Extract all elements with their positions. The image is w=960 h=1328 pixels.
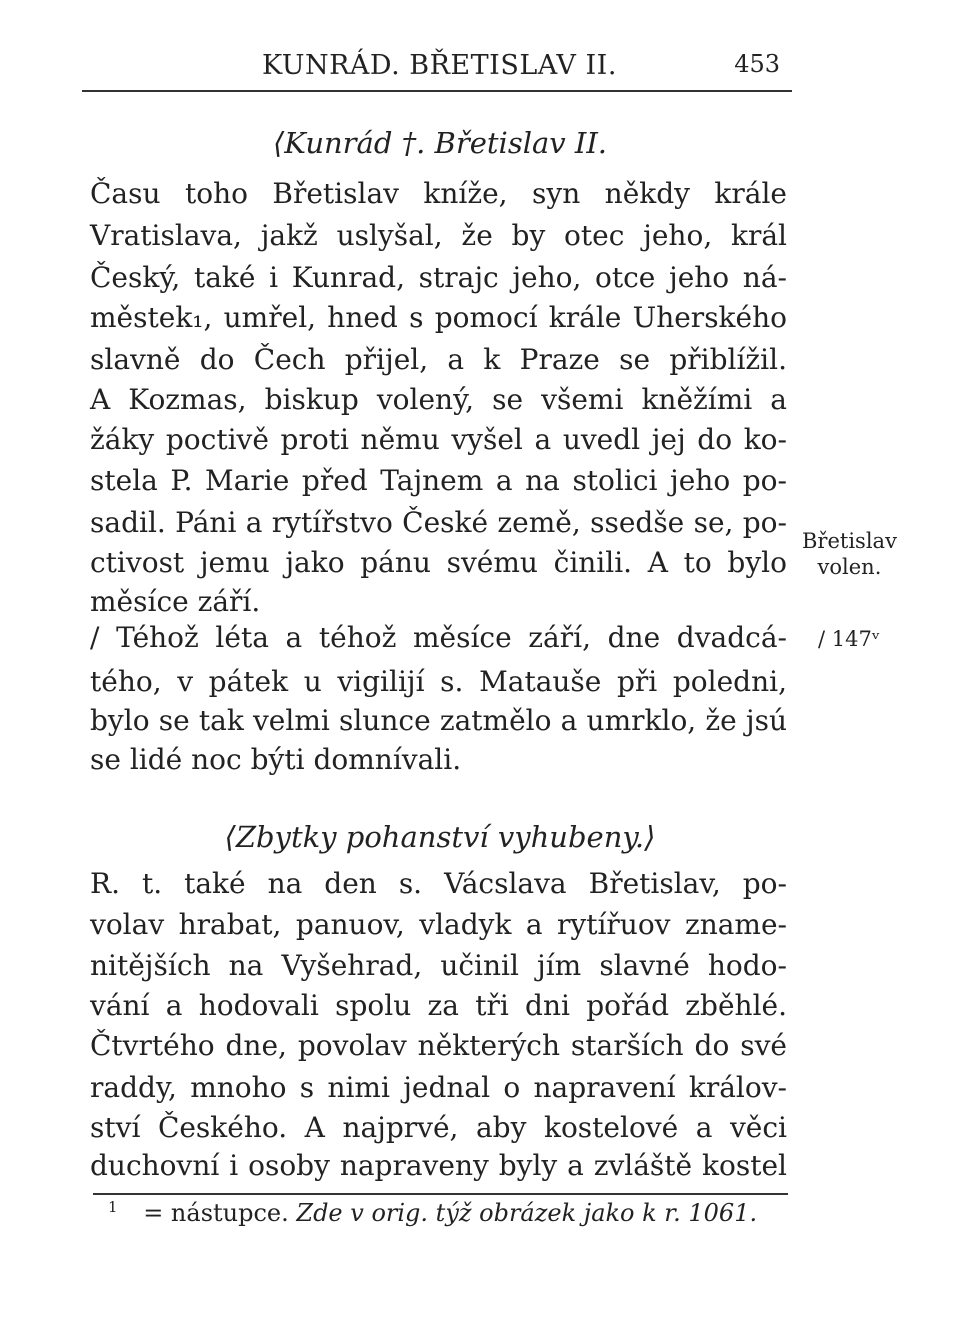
text-line: bylo se tak velmi slunce zatmělo a umrklo, že jsú <box>90 704 787 737</box>
text-line: ctivost jemu jako pánu svému činili. A to bylo <box>90 546 787 579</box>
text-line: Vratislava, jakž uslyšal, že by otec jeho, král <box>90 219 787 252</box>
footnote-mark: 1 <box>108 1198 118 1216</box>
text-line: stela P. Marie před Tajnem a na stolici jeho po- <box>90 464 787 497</box>
text-line: měsíce září. <box>90 585 261 618</box>
margin-note-line: Břetislav <box>802 529 897 553</box>
text-line: sadil. Páni a rytířstvo České země, ssedše se, po- <box>90 506 787 539</box>
running-title: KUNRÁD. BŘETISLAV II. <box>262 50 617 81</box>
text-line: Času toho Břetislav kníže, syn někdy krále <box>90 177 787 210</box>
folio-marker: / 147ᵛ <box>818 627 880 651</box>
text-line: A Kozmas, biskup volený, se všemi kněžími a <box>90 383 787 416</box>
running-header <box>82 40 792 92</box>
text-line: se lidé noc býti domnívali. <box>90 743 462 776</box>
text-line: Čtvrtého dne, povolav některých starších do své <box>90 1029 787 1062</box>
section-heading-zbytky: ⟨Zbytky pohanství vyhubeny.⟩ <box>224 820 656 854</box>
text-line: volav hrabat, panuov, vladyk a rytířuov zname- <box>90 908 787 941</box>
text-line: raddy, mnoho s nimi jednal o napravení králov- <box>90 1071 787 1104</box>
footnote <box>108 1198 757 1227</box>
text-line: ství Českého. A najprvé, aby kostelové a věci <box>90 1111 787 1144</box>
margin-note-line: volen. <box>817 555 882 579</box>
text-line: žáky poctivě proti němu vyšel a uvedl jej do ko- <box>90 423 787 456</box>
text-line: duchovní i osoby napraveny byly a zvláště kostel <box>90 1149 787 1182</box>
footnote-divider <box>93 1193 788 1195</box>
footnote-italic-text: Zde v orig. týž obrázek jako k r. 1061. <box>296 1199 758 1227</box>
margin-note <box>802 528 897 580</box>
text-line: vání a hodovali spolu za tři dni pořád zběhlé. <box>90 989 787 1022</box>
text-line: R. t. také na den s. Vácslava Břetislav, po- <box>90 867 787 900</box>
text-line: slavně do Čech přijel, a k Praze se přiblížil. <box>90 343 787 376</box>
text-line: / Téhož léta a téhož měsíce září, dne dvadcá- <box>90 621 787 654</box>
text-line: tého, v pátek u vigilijí s. Matauše při poledni, <box>90 665 787 698</box>
text-line: nitějších na Vyšehrad, učinil jím slavné hodo- <box>90 949 787 982</box>
section-heading-kunrad: ⟨Kunrád †. Břetislav II. <box>272 126 607 160</box>
footnote-text: = nástupce. <box>143 1199 289 1227</box>
text-line: městek₁, umřel, hned s pomocí krále Uherského <box>90 301 787 334</box>
page-number: 453 <box>734 50 780 78</box>
text-line: Český, také i Kunrad, strajc jeho, otce jeho ná- <box>90 261 787 294</box>
